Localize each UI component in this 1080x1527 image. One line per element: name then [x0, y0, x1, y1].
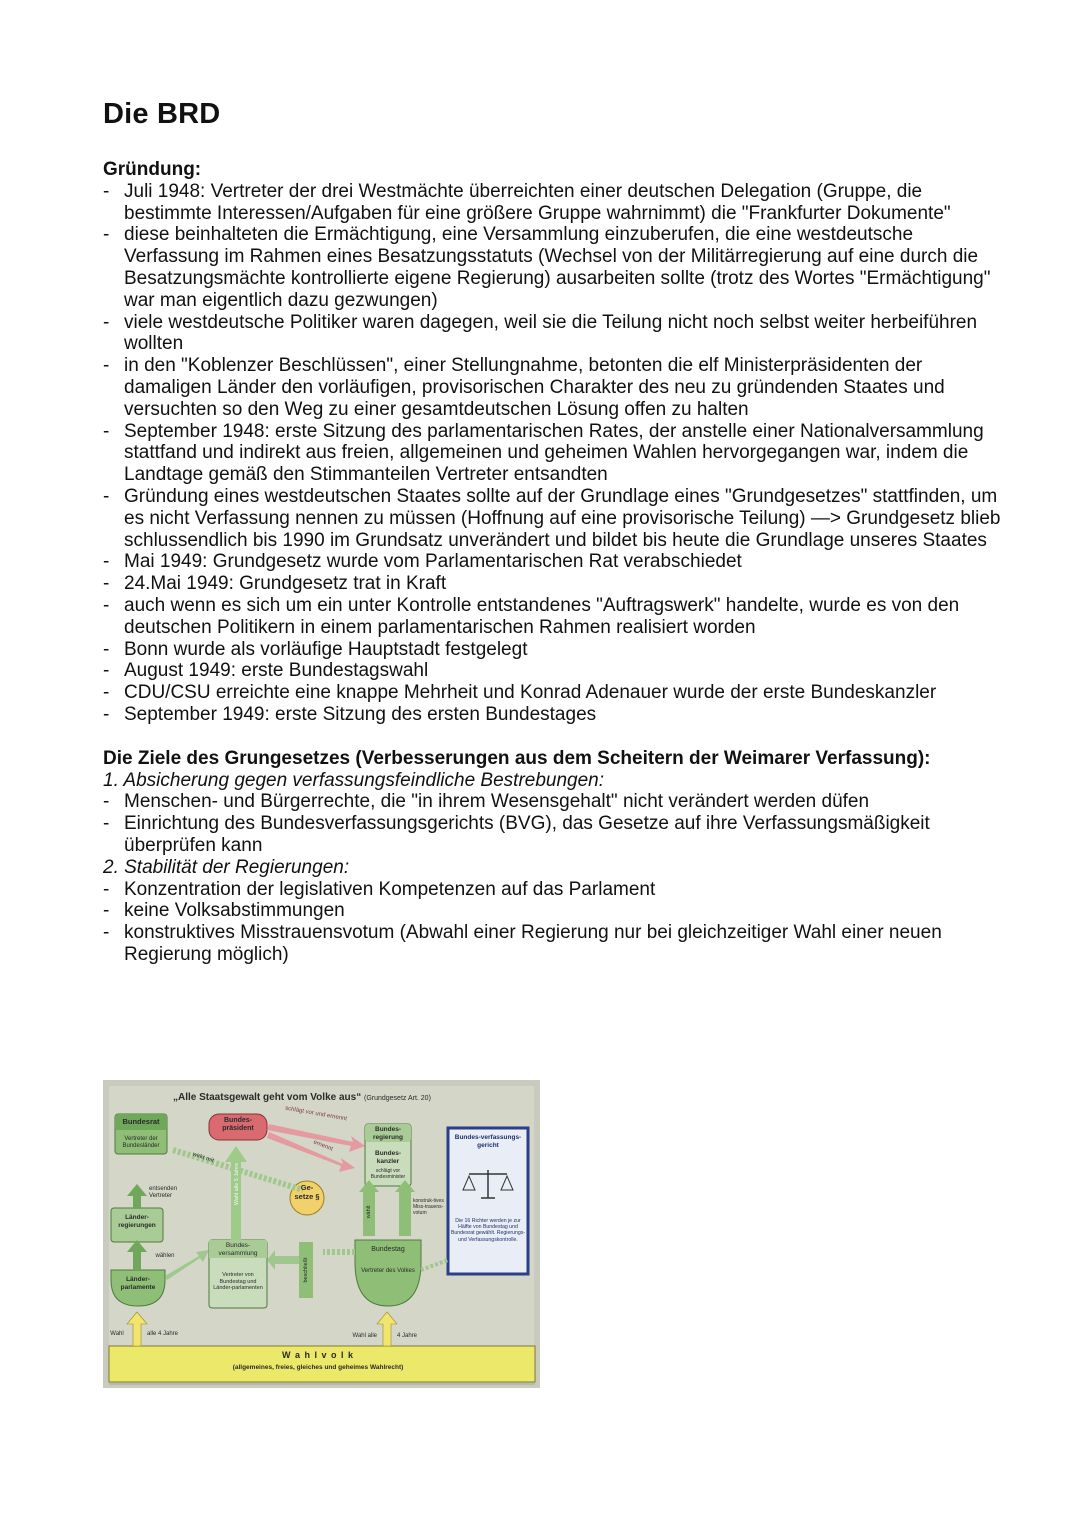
beschliesst-label: beschließt — [303, 1257, 309, 1283]
wahlvolk-label: W a h l v o l k — [281, 1350, 354, 1360]
list-item: - Mai 1949: Grundgesetz wurde vom Parlamentarischen Rat verabschiedet — [103, 551, 1003, 573]
alle-4-label: alle 4 Jahre — [147, 1331, 179, 1337]
ernennt-label: ernennt — [312, 1139, 334, 1153]
kanzler-sub: schlägt vor Bundesminister — [370, 1168, 406, 1180]
bundestag-label: Bundestag — [371, 1246, 405, 1253]
list-item: - August 1949: erste Bundestagswahl — [103, 660, 1003, 682]
absicherung-list — [103, 791, 1003, 856]
subheading-stabilitaet: 2. Stabilität der Regierungen: — [103, 856, 350, 878]
section-heading-ziele: Die Ziele des Grungesetzes (Verbesserungen aus dem Scheitern der Weimarer Verfassung): — [103, 747, 931, 769]
bundesversammlung-sub: Vertreter von Bundestag und Länder-parlamenten — [213, 1272, 263, 1291]
list-item: - Gründung eines westdeutschen Staates sollte auf der Grundlage eines "Grundgesetzes" stattfinden, um es nicht Verfassung nennen zu müssen (Hoffnung auf eine provisorische Teilung) —> Grundgesetz blieb schlussendlich bis 1990 im Grundsatz unverändert und bildet bis heute die Grundlage unseres Staates — [103, 486, 1003, 551]
list-item: - viele westdeutsche Politiker waren dagegen, weil sie die Teilung nicht noch selbst weiter herbeiführen wollten — [103, 312, 1003, 356]
bundeskanzler-label: Bundes-kanzler — [375, 1150, 401, 1165]
document-body — [103, 159, 1003, 966]
schlaegt-vor-label: schlägt vor und ernennt — [284, 1105, 348, 1123]
list-item: - keine Volksabstimmungen — [103, 900, 1003, 922]
wahl-label: Wahl — [110, 1331, 124, 1337]
list-item: - September 1949: erste Sitzung des ersten Bundestages — [103, 704, 1003, 726]
section-heading-gruendung: Gründung: — [103, 159, 202, 180]
stabilitaet-list — [103, 879, 1003, 966]
bvg-sub: Die 16 Richter werden je zur Hälfte von Bundestag und Bundesrat gewählt. Regierungs- und Verfassungskontrolle. — [450, 1218, 526, 1243]
list-item: - September 1948: erste Sitzung des parlamentarischen Rates, der anstelle einer Nationalversammlung stattfand und indirekt aus freien, allgemeinen und geheimen Wahlen hervorgegangen war, indem die Landtage gemäß den Stimmanteilen Vertreter entsandten — [103, 421, 1003, 486]
list-item: - konstruktives Misstrauensvotum (Abwahl einer Regierung nur bei gleichzeitiger Wahl einer neuen Regierung möglich) — [103, 922, 1003, 966]
list-item: - 24.Mai 1949: Grundgesetz trat in Kraft — [103, 573, 1003, 595]
bundesversammlung-label: Bundes-versammlung — [218, 1242, 258, 1257]
list-item: - Juli 1948: Vertreter der drei Westmächte überreichten einer deutschen Delegation (Gruppe, die bestimmte Interessen/Aufgaben für eine größere Gruppe wahrnimmt) die "Frankfurter Dokumente" — [103, 181, 1003, 225]
bundesregierung-label: Bundes-regierung — [373, 1126, 403, 1141]
list-item: - in den "Koblenzer Beschlüssen", einer Stellungnahme, betonten die elf Ministerpräsidenten der damaligen Länder den vorläufigen, provisorischen Charakter des neu zu gründenden Staates und versuchten so den Weg zu einer gesamtdeutschen Lösung offen zu halten — [103, 355, 1003, 420]
wirkt-mit-label: wirkt mit — [191, 1151, 215, 1165]
bundesrat-sub: Vertreter der Bundesländer — [122, 1136, 160, 1149]
entsenden-label: entsenden Vertreter — [149, 1186, 178, 1199]
list-item: - auch wenn es sich um ein unter Kontrolle entstandenes "Auftragswerk" handelte, wurde es von den deutschen Politikern in einem parlamentarischen Rahmen realisiert worden — [103, 595, 1003, 639]
list-item: - CDU/CSU erreichte eine knappe Mehrheit und Konrad Adenauer wurde der erste Bundeskanzler — [103, 682, 1003, 704]
laenderregierungen-label: Länder-regierungen — [118, 1214, 156, 1229]
gesetze-label: Ge-setze § — [294, 1183, 320, 1201]
list-item: - diese beinhalteten die Ermächtigung, eine Versammlung einzuberufen, die eine westdeutsche Verfassung im Rahmen eines Besatzungsstatuts (Wechsel von der Militärregierung auf eine durch die Besatzungsmächte kontrollierte eigene Regierung) ausarbeiten sollte (trotz des Wortes "Ermächtigung" war man eigentlich dazu gezwungen) — [103, 224, 1003, 311]
waehlt-label: wählt — [366, 1205, 372, 1219]
list-item: - Konzentration der legislativen Kompetenzen auf das Parlament — [103, 879, 1003, 901]
list-item: - Menschen- und Bürgerrechte, die "in ihrem Wesensgehalt" nicht verändert werden düfen — [103, 791, 1003, 813]
list-item: - Einrichtung des Bundesverfassungsgerichts (BVG), das Gesetze auf ihre Verfassungsmäßigkeit überprüfen kann — [103, 813, 1003, 857]
waehlen-label: wählen — [155, 1253, 175, 1259]
bundesrat-label: Bundesrat — [122, 1117, 160, 1126]
wahlrecht-label: (allgemeines, freies, gleiches und geheimes Wahlrecht) — [232, 1364, 404, 1371]
list-item: - Bonn wurde als vorläufige Hauptstadt festgelegt — [103, 639, 1003, 661]
bundestag-sub: Vertreter des Volkes — [361, 1268, 415, 1274]
diagram-title: „Alle Staatsgewalt geht vom Volke aus“ — [173, 1092, 362, 1103]
misstrauen-label: konstruk-tives Miss-trauens-votum — [413, 1198, 444, 1216]
laenderparlamente-label: Länder-parlamente — [120, 1276, 156, 1291]
bvg-label: Bundes-verfassungs-gericht — [454, 1134, 522, 1149]
bundespraesident-label: Bundes-präsident — [222, 1117, 254, 1132]
grundgesetz-diagram — [103, 1080, 540, 1388]
wahl-5-label: Wahl alle 5 Jahre — [234, 1162, 240, 1206]
wahl-alle-label: Wahl alle — [352, 1333, 377, 1339]
page-title: Die BRD — [103, 98, 221, 130]
gruendung-list — [103, 181, 1003, 726]
subheading-absicherung: 1. Absicherung gegen verfassungsfeindliche Bestrebungen: — [103, 769, 605, 791]
vier-jahre-label: 4 Jahre — [397, 1333, 418, 1339]
diagram-title-ref: (Grundgesetz Art. 20) — [363, 1095, 431, 1102]
